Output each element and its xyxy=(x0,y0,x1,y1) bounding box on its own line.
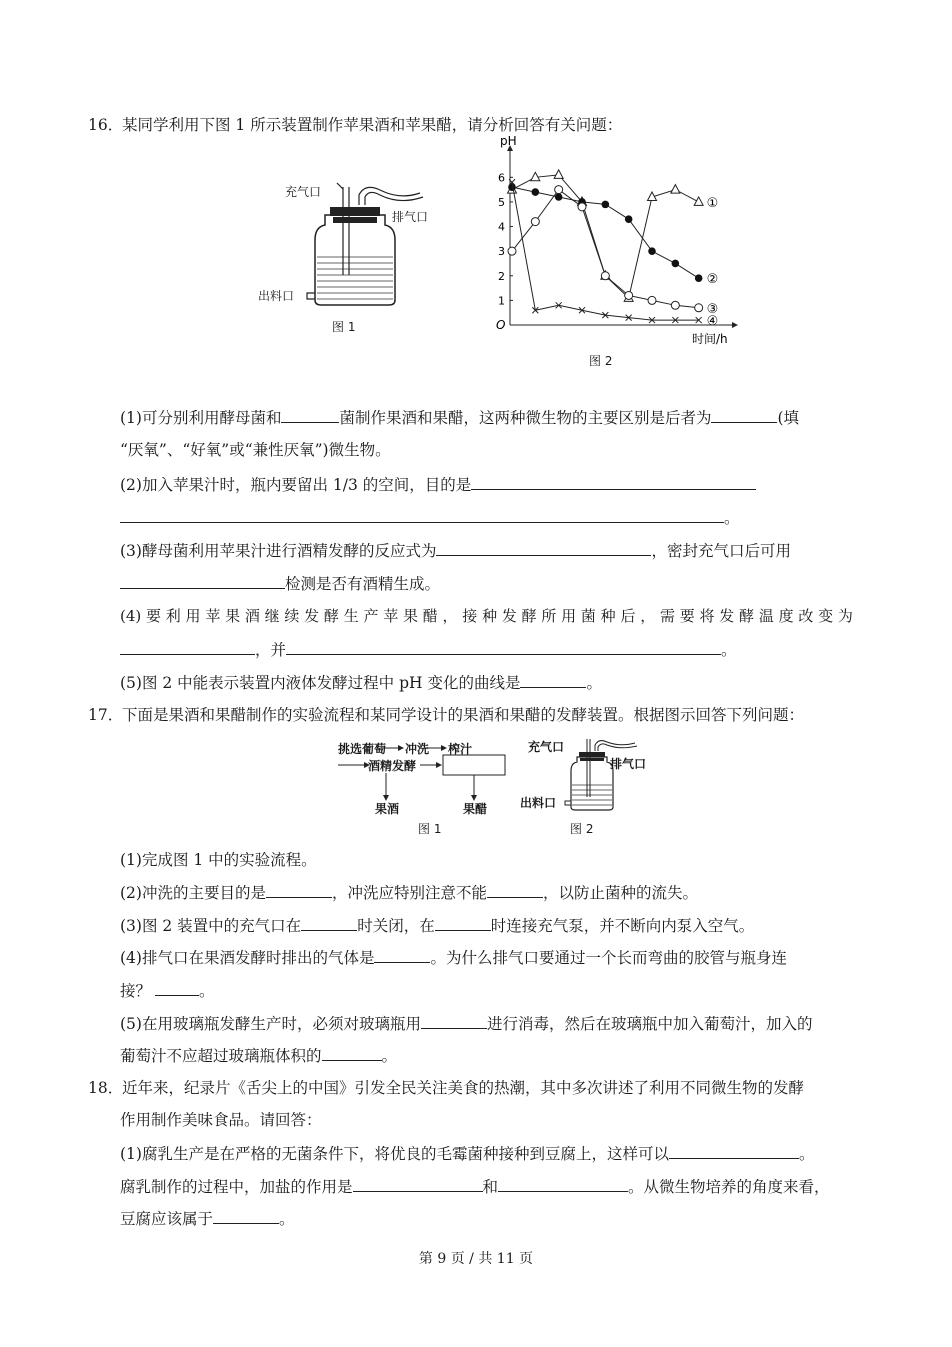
answer-blank[interactable] xyxy=(120,573,285,589)
data-point-triangle xyxy=(554,170,563,179)
discharge-label: 出料口 xyxy=(258,289,295,303)
q17-p5-text-b: 进行消毒，然后在玻璃瓶中加入葡萄汁，加入的 xyxy=(486,1015,813,1033)
q16-p1-text-a: (1)可分别利用酵母菌和 xyxy=(120,409,282,427)
data-point-open-circle xyxy=(695,304,703,312)
y-tick-label: 1 xyxy=(498,294,505,308)
answer-blank[interactable] xyxy=(487,882,543,898)
origin-label: O xyxy=(496,318,506,332)
q17-p5-text-c: 葡萄汁不应超过玻璃瓶体积的 xyxy=(120,1047,322,1065)
question-17-number: 17． xyxy=(88,706,124,724)
q17-p2-text-a: (2)冲洗的主要目的是 xyxy=(120,884,266,902)
q18-p1-text-c: 和 xyxy=(482,1178,499,1196)
y-tick-label: 3 xyxy=(498,245,505,259)
answer-blank[interactable] xyxy=(120,507,724,523)
question-18-stem-line1: 近年来，纪录片《舌尖上的中国》引发全民关注美食的热潮，其中多次讲述了利用不同微生物的发酵 xyxy=(122,1079,805,1097)
answer-blank[interactable] xyxy=(301,915,357,931)
data-point-triangle xyxy=(671,185,680,194)
answer-blank[interactable] xyxy=(286,639,721,655)
data-point-filled-circle xyxy=(532,188,540,196)
q16-p2-end: 。 xyxy=(724,509,740,527)
series-label-4: ④ xyxy=(706,314,719,330)
q16-p3-text-a: (3)酵母菌利用苹果汁进行酒精发酵的反应式为 xyxy=(120,542,437,560)
q16-part5-line xyxy=(120,672,602,693)
flow-step-alcohol-fermentation: 酒精发酵 xyxy=(368,759,417,773)
question-17-stem: 下面是果酒和果醋制作的实验流程和某同学设计的果酒和果醋的发酵装置。根据图示回答下列问题： xyxy=(122,706,805,724)
q17-part3-line xyxy=(120,915,754,936)
q17-p1: (1)完成图 1 中的实验流程。 xyxy=(120,851,317,869)
data-point-open-circle xyxy=(671,301,679,309)
answer-blank[interactable] xyxy=(266,882,332,898)
q16-part4-line2 xyxy=(120,639,737,660)
data-point-filled-circle xyxy=(625,215,633,223)
q16-p4-end: 。 xyxy=(721,641,737,659)
data-point-open-circle xyxy=(508,247,516,255)
q18-p1-text-b: 腐乳制作的过程中，加盐的作用是 xyxy=(120,1178,353,1196)
q17-p2-text-c: ，以防止菌种的流失。 xyxy=(542,884,698,902)
data-point-open-circle xyxy=(555,186,563,194)
q18-part1-line1 xyxy=(120,1143,814,1164)
q17-p3-text-b: 时关闭，在 xyxy=(357,917,435,935)
q17-p3-text-a: (3)图 2 装置中的充气口在 xyxy=(120,917,302,935)
q16-p1-text-b: 菌制作果酒和果醋，这两种微生物的主要区别是后者为 xyxy=(339,409,712,427)
q16-p1-text-d: “厌氧”、“好氧”或“兼性厌氧”)微生物。 xyxy=(120,441,391,459)
q17-part5-line2 xyxy=(120,1045,397,1066)
q17-p3-text-c: 时连接充气泵，并不断向内泵入空气。 xyxy=(490,917,755,935)
q18-p1-text-a: (1)腐乳生产是在严格的无菌条件下，将优良的毛霉菌种接种到豆腐上，这样可以 xyxy=(120,1145,669,1163)
q16-part3-line2 xyxy=(120,573,440,594)
outlet-label: 排气口 xyxy=(392,210,429,224)
answer-blank[interactable] xyxy=(322,1045,382,1061)
y-tick-label: 6 xyxy=(498,171,505,185)
q17-p2-text-b: ，冲洗应特别注意不能 xyxy=(331,884,487,902)
figure-2-caption: 图 2 xyxy=(589,354,613,368)
q17-p5-text-a: (5)在用玻璃瓶发酵生产时，必须对玻璃瓶用 xyxy=(120,1015,421,1033)
q16-part2-line2 xyxy=(120,507,740,528)
question-18-stem-line2: 作用制作美味食品。请回答： xyxy=(120,1111,322,1129)
q17-figure-2-caption: 图 2 xyxy=(570,822,594,836)
flow-step-select-grapes: 挑选葡萄 xyxy=(338,742,387,756)
q17-part5-line1 xyxy=(120,1013,812,1034)
q16-p3-text-b: ，密封充气口后可用 xyxy=(651,542,791,560)
data-point-filled-circle xyxy=(695,274,703,282)
q17-figure-1-caption: 图 1 xyxy=(418,822,442,836)
q17-discharge-label: 出料口 xyxy=(520,796,557,810)
q17-part4-line1 xyxy=(120,947,787,968)
answer-blank[interactable] xyxy=(711,407,777,423)
data-point-filled-circle xyxy=(602,201,610,209)
q17-part4-line2 xyxy=(120,980,215,1001)
answer-blank[interactable] xyxy=(669,1143,799,1159)
q16-p5-text-a: (5)图 2 中能表示装置内液体发酵过程中 pH 变化的曲线是 xyxy=(120,674,521,692)
series-label-3: ③ xyxy=(706,301,719,317)
question-16-stem: 某同学利用下图 1 所示装置制作苹果酒和苹果醋，请分析回答有关问题： xyxy=(122,116,623,134)
y-tick-label: 5 xyxy=(498,195,505,209)
q18-p1-text-e: 豆腐应该属于 xyxy=(120,1210,214,1228)
data-point-filled-circle xyxy=(672,260,680,268)
q17-p4-text-a: (4)排气口在果酒发酵时排出的气体是 xyxy=(120,949,375,967)
question-18-number: 18． xyxy=(88,1079,124,1097)
answer-blank[interactable] xyxy=(120,639,255,655)
answer-blank[interactable] xyxy=(155,980,199,996)
x-axis-arrow xyxy=(732,322,738,328)
q16-part3-line1 xyxy=(120,540,791,561)
page-footer: 第 9 页 / 共 11 页 xyxy=(418,1251,534,1267)
series-label-1: ① xyxy=(706,195,719,211)
data-point-open-circle xyxy=(531,218,539,226)
answer-blank[interactable] xyxy=(281,407,339,423)
fermentation-apparatus-figure-2 xyxy=(555,735,655,815)
q17-p4-text-c: 接？ xyxy=(120,982,152,1000)
answer-blank[interactable] xyxy=(353,1176,483,1192)
series-label-2: ② xyxy=(706,272,719,288)
answer-blank[interactable] xyxy=(520,672,586,688)
data-point-open-circle xyxy=(601,272,609,280)
ph-line-chart xyxy=(470,134,750,346)
data-point-open-circle xyxy=(578,203,586,211)
q16-p2-text-a: (2)加入苹果汁时，瓶内要留出 1/3 的空间，目的是 xyxy=(120,476,472,494)
answer-blank[interactable] xyxy=(213,1208,279,1224)
q16-p1-text-c: (填 xyxy=(777,409,800,427)
q16-p4-text-b: ，并 xyxy=(255,641,287,659)
q17-inlet-label: 充气口 xyxy=(528,740,565,754)
answer-blank[interactable] xyxy=(435,915,491,931)
q18-p1-end: 。 xyxy=(798,1145,815,1163)
q18-part1-line3 xyxy=(120,1208,295,1229)
data-point-open-circle xyxy=(625,291,633,299)
q16-p3-text-c: 检测是否有酒精生成。 xyxy=(285,575,441,593)
y-axis-label: pH xyxy=(500,134,517,148)
q17-p5-end: 。 xyxy=(381,1047,398,1065)
flow-step-rinse: 冲洗 xyxy=(405,742,430,756)
answer-blank[interactable] xyxy=(374,947,430,963)
data-point-triangle xyxy=(694,197,703,206)
answer-blank[interactable] xyxy=(498,1176,628,1192)
q17-p4-end: 。 xyxy=(199,982,215,1000)
y-tick-label: 4 xyxy=(498,220,505,234)
q16-part1-line1 xyxy=(120,407,799,428)
q17-part2-line xyxy=(120,882,698,903)
x-axis-label: 时间/h xyxy=(692,332,728,346)
y-tick-label: 2 xyxy=(498,269,505,283)
q16-p5-end: 。 xyxy=(586,674,602,692)
q17-p4-text-b: 。为什么排气口要通过一个长而弯曲的胶管与瓶身连 xyxy=(430,949,787,967)
data-point-filled-circle xyxy=(555,193,563,201)
flow-step-juice: 榨汁 xyxy=(448,742,473,756)
flow-output-wine: 果酒 xyxy=(375,802,400,816)
q17-outlet-label: 排气口 xyxy=(610,757,647,771)
answer-blank[interactable] xyxy=(421,1013,487,1029)
data-point-filled-circle xyxy=(648,247,656,255)
figure-1-caption: 图 1 xyxy=(332,320,356,334)
answer-blank[interactable] xyxy=(471,474,756,490)
data-point-open-circle xyxy=(648,296,656,304)
q16-p4-text-a: (4) 要 利 用 苹 果 酒 继 续 发 酵 生 产 苹 果 醋 ， 接 种 发 酵 所 用 菌 种 后 ， 需 要 将 发 酵 温 度 改 变 为 xyxy=(120,607,853,625)
question-16-number: 16． xyxy=(88,116,124,134)
q18-p1-text-d: 。从微生物培养的角度来看， xyxy=(628,1178,830,1196)
q16-part2-line1 xyxy=(120,474,756,495)
answer-blank[interactable] xyxy=(436,540,651,556)
flow-output-vinegar: 果醋 xyxy=(463,802,488,816)
q18-part1-line2 xyxy=(120,1176,830,1197)
inlet-label: 充气口 xyxy=(285,185,322,199)
q18-p1-text-f: 。 xyxy=(279,1210,295,1228)
